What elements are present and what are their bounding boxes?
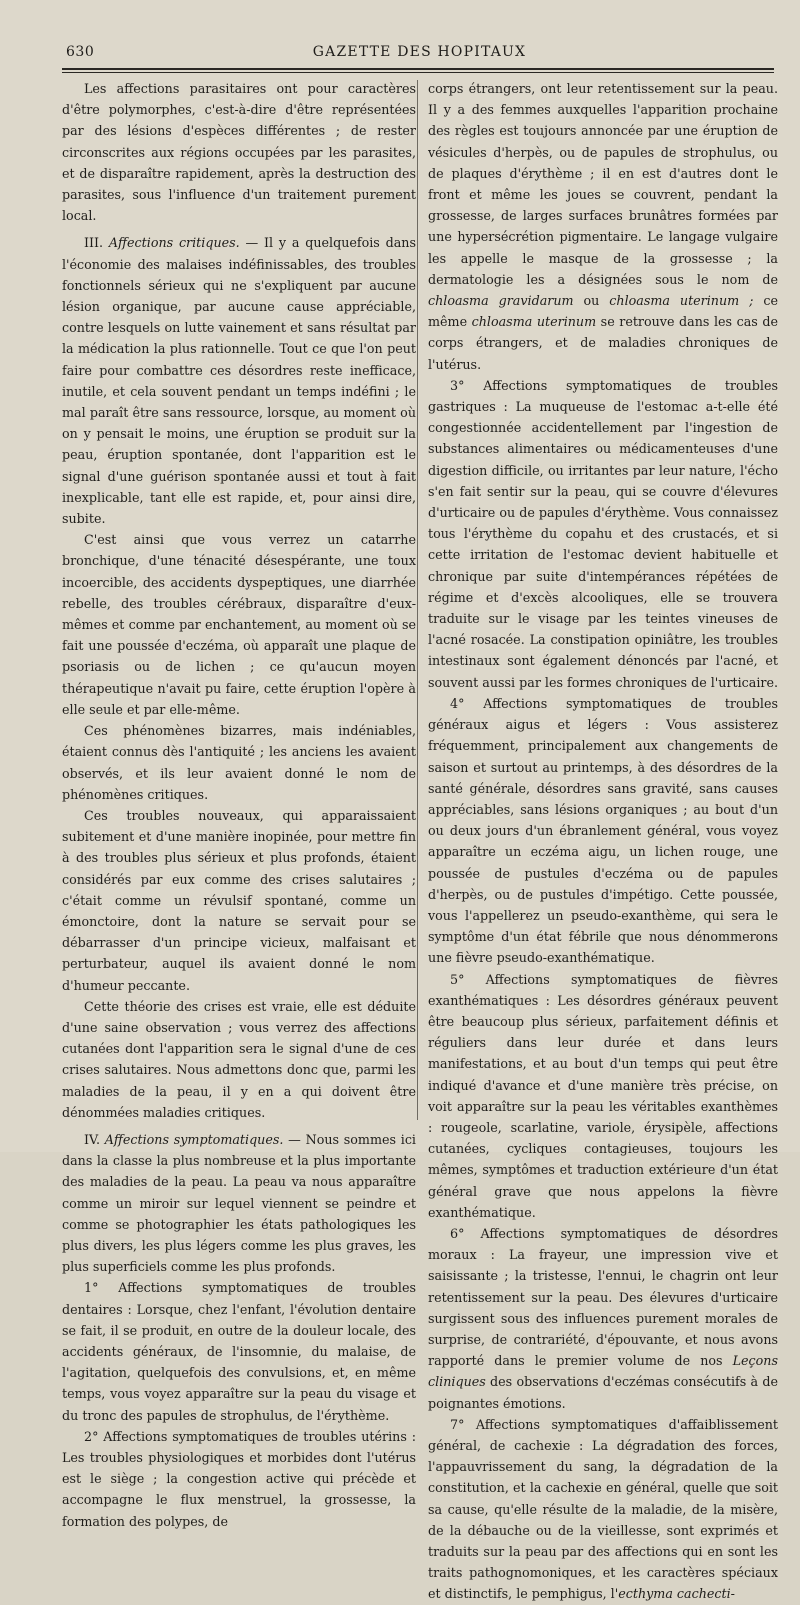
paragraph: Ces phénomènes bizarres, mais indéniables, étaient connus dès l'antiquité ; les anciens les avaient observés, et ils leur avaient donné le nom de phénomènes critiques. bbox=[62, 723, 416, 802]
page-header bbox=[62, 44, 777, 66]
left-column bbox=[62, 78, 416, 1532]
paragraph: C'est ainsi que vous verrez un catarrhe bronchique, d'une ténacité désespérante, une toux incoercible, des accidents dyspeptiques, une diarrhée rebelle, des troubles cérébraux, disparaître d'eux-mêmes et comme par enchantement, au moment où se fait une poussée d'eczéma, où apparaît une plaque de psoriasis ou de lichen ; ce qu'aucun moyen thérapeutique n'avait pu faire, cette éruption l'opère à elle seule et par elle-même. bbox=[62, 532, 416, 717]
section-paragraph: IV. Affections symptomatiques. — Nous sommes ici dans la classe la plus nombreuse et la plus importante des maladies de la peau. La peau va nous apparaître comme un miroir sur lequel viennent se peindre et comme se photographier les états pathologiques les plus divers, les plus légers comme les plus graves, les plus superficiels comme les plus profonds. bbox=[62, 1131, 416, 1275]
paragraph: 3° Affections symptomatiques de troubles gastriques : La muqueuse de l'estomac a-t-elle été congestionnée accidentellement par l'ingestion de substances alimentaires ou médicamenteuses d'une digestion difficile, ou irritantes par leur nature, l'écho s'en fait sentir sur la peau, qui se couvre d'élevures d'urticaire ou de papules d'érythème. Vous connaissez tous l'érythème du copahu et des crustacés, et si cette irritation de l'estomac devient habituelle et chronique par suite d'intempérances répétées de régime et d'excès alcooliques, elle se trouvera traduite sur le visage par les teintes vineuses de l'acné rosacée. La constipation opiniâtre, les troubles intestinaux sont également dénoncés par l'acné, et souvent aussi par les formes chroniques de l'urticaire. bbox=[428, 377, 779, 690]
paragraph: Cette théorie des crises est vraie, elle est déduite d'une saine observation ; vous verrez des affections cutanées dont l'apparition sera le signal d'une de ces crises salutaires. Nous admettons donc que, parmi les maladies de la peau, il y en a qui doivent être dénommées maladies critiques. bbox=[62, 998, 416, 1120]
paragraph: corps étrangers, ont leur retentissement sur la peau. Il y a des femmes auxquelles l'apparition prochaine des règles est toujours annoncée par une éruption de vésicules d'herpès, ou de papules de strophulus, ou de plaques d'érythème ; il en est d'autres dont le front et même les joues se couvrent, pendant la grossesse, de larges surfaces brunâtres formées par une hypersécrétion pigmentaire. Le langage vulgaire les appelle le masque de la grossesse ; la dermatologie les a désignées sous le nom de chloasma gravidarum ou chloasma uterinum ; ce même chloasma uterinum se retrouve dans les cas de corps étrangers, et de maladies chroniques de l'utérus. bbox=[428, 81, 778, 372]
page-number: 630 bbox=[66, 44, 95, 60]
journal-title: GAZETTE DES HOPITAUX bbox=[312, 44, 527, 60]
paragraph: 6° Affections symptomatiques de désordres moraux : La frayeur, une impression vive et saisissante ; la tristesse, l'ennui, le chagrin ont leur retentissement sur la peau. Des élevures d'urticaire surgissent sous des influences purement morales de surprise, de contrariété, d'épouvante, et nous avons rapporté dans le premier volume de nos Leçons cliniques des observations d'eczémas consécutifs à de poignantes émotions. bbox=[428, 1225, 778, 1411]
paragraph: Les affections parasitaires ont pour caractères d'être polymorphes, c'est-à-dire d'être représentées par des lésions d'espèces différentes ; de rester circonscrites aux régions occupées par les parasites, et de disparaître rapidement, après la destruction des parasites, sous l'influence d'un traitement purement local. bbox=[62, 81, 416, 224]
column-divider bbox=[417, 80, 418, 1120]
header-rule-thin bbox=[62, 72, 774, 73]
paragraph: Ces troubles nouveaux, qui apparaissaient subitement et d'une manière inopinée, pour mettre fin à des troubles plus sérieux et plus profonds, étaient considérés par eux comme des crises salutaires ; c'était comme un révulsif spontané, comme un émonctoire, dont la nature se servait pour se débarrasser d'un principe vicieux, malfaisant et perturbateur, auquel ils avaient donné le nom d'humeur peccante. bbox=[62, 807, 416, 993]
right-column bbox=[428, 78, 778, 1605]
paragraph: 5° Affections symptomatiques de fièvres exanthématiques : Les désordres généraux peuvent être beaucoup plus sérieux, parfaitement définis et réguliers dans leur durée et dans leurs manifestations, et au bout d'un temps qui peut être indiqué d'avance et d'une manière très précise, on voit apparaître sur la peau les véritables exanthèmes : rougeole, scarlatine, variole, érysipèle, affections cutanées, cycliques contagieuses, toujours les mêmes, symptômes et traduction extérieure d'un état général grave que nous appelons la fièvre exanthématique. bbox=[428, 971, 778, 1220]
section-heading: Affections critiques. bbox=[108, 235, 240, 251]
section-heading: Affections symptomatiques. bbox=[104, 1131, 284, 1147]
paragraph: 1° Affections symptomatiques de troubles dentaires : Lorsque, chez l'enfant, l'évolution dentaire se fait, il se produit, en outre de la douleur locale, des accidents généraux, de l'insomnie, du malaise, de l'agitation, quelquefois des convulsions, et, en même temps, vous voyez apparaître sur la peau du visage et du tronc des papules de strophulus, de l'érythème. bbox=[62, 1280, 416, 1423]
section-paragraph: III. Affections critiques. — Il y a quelquefois dans l'économie des malaises indéfinissables, des troubles fonctionnels sérieux qui ne s'expliquent par aucune lésion organique, par aucune cause appréciable, contre lesquels on lutte vainement et sans résultat par la médication la plus rationnelle. Tout ce que l'on peut faire pour combattre ces désordres reste inefficace, inutile, et cela souvent pendant un temps indéfini ; le mal paraît être sans ressource, lorsque, au moment où on y pensait le moins, une éruption se produit sur la peau, éruption spontanée, dont l'apparition est le signal d'une guérison spontanée aussi et tout à fait inexplicable, tant elle est rapide, et, pour ainsi dire, subite. bbox=[62, 235, 416, 527]
header-rule-thick bbox=[62, 68, 774, 70]
paragraph: 7° Affections symptomatiques d'affaiblissement général, de cachexie : La dégradation des forces, l'appauvrissement du sang, la dégradation de la constitution, et la cachexie en général, quelle que soit sa cause, qu'elle résulte de la maladie, de la misère, de la débauche ou de la vieillesse, sont exprimés et traduits sur la peau par des affections qui en sont les traits pathognomoniques, et les caractères spéciaux et distinctifs, le pemphigus, l'ecthyma cachecti- bbox=[428, 1416, 778, 1602]
paragraph: 2° Affections symptomatiques de troubles utérins : Les troubles physiologiques et morbides dont l'utérus est le siège ; la congestion active qui précède et accompagne le flux menstruel, la grossesse, la formation des polypes, de bbox=[62, 1428, 416, 1529]
paragraph: 4° Affections symptomatiques de troubles généraux aigus et légers : Vous assisterez fréquemment, principalement aux changements de saison et surtout au printemps, à des désordres de la santé générale, désordres sans gravité, sans causes appréciables, sans lésions organiques ; au bout d'un ou deux jours d'un ébranlement général, vous voyez apparaître un eczéma aigu, un lichen rouge, une poussée de pustules d'eczéma ou de papules d'herpès, ou de pustules d'impétigo. Cette poussée, vous l'appellerez un pseudo-exanthème, qui sera le symptôme d'un état fébrile que nous dénommerons une fièvre pseudo-exanthématique. bbox=[428, 695, 778, 966]
